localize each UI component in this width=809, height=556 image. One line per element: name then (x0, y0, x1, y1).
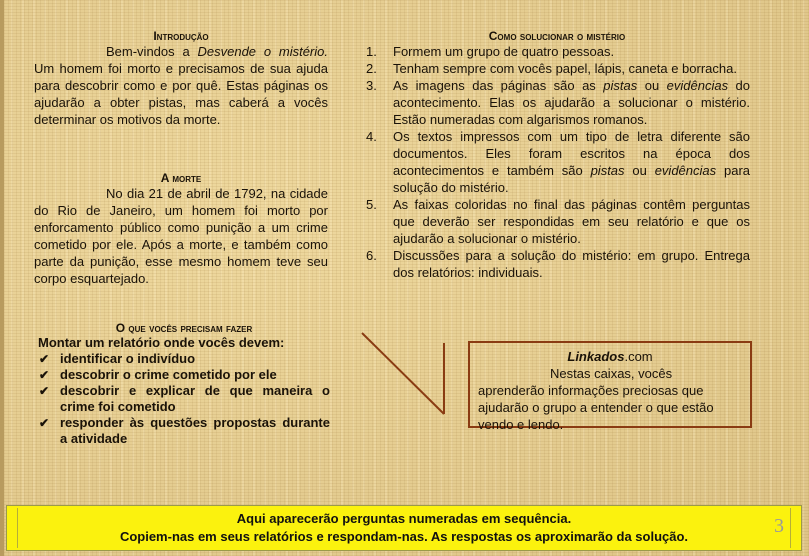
item-text: Os textos impressos com um tipo de letra diferente são documentos. Eles foram escritos na época dos acontecimentos e também são (393, 129, 750, 178)
linkados-callout (468, 341, 752, 432)
item-text: Tenham sempre com vocês papel, lápis, caneta e borracha. (393, 61, 737, 76)
item-text: ou (637, 78, 667, 93)
task-label: descobrir e explicar de que maneira o crime foi cometido (60, 383, 330, 414)
banner-scroll-right (790, 508, 799, 548)
banner-line-2: Copiem-nas em seus relatórios e respondam-nas. As respostas os aproximarão da solução. (119, 529, 689, 544)
banner-line-1: Aqui aparecerão perguntas numeradas em sequência. (236, 511, 572, 526)
callout-text-block (478, 365, 742, 433)
item-text: Discussões para a solução do mistério: em grupo. Entrega dos relatórios: individuais. (393, 248, 750, 280)
callout-text: Nestas caixas, vocês aprenderão informações preciosas que ajudarão o grupo a entender o que estão vendo e lendo. (478, 366, 714, 432)
item-number: 2. (366, 61, 377, 76)
item-text: Formem um grupo de quatro pessoas. (393, 44, 615, 59)
item-emphasis: pistas (603, 78, 638, 93)
item-number: 4. (366, 129, 377, 144)
task-label: descobrir o crime cometido por ele (60, 367, 277, 382)
task-label: identificar o indivíduo (60, 351, 196, 366)
callout-heading (478, 348, 742, 365)
item-emphasis: pistas (590, 163, 625, 178)
questions-banner (6, 505, 802, 551)
morte-title: A morte (160, 171, 202, 185)
item-emphasis: evidências (666, 78, 729, 93)
intro-title: Introdução (153, 29, 209, 43)
item-number: 5. (366, 197, 377, 212)
item-number: 3. (366, 78, 377, 93)
item-number: 1. (366, 44, 377, 59)
item-emphasis: evidências (654, 163, 717, 178)
page-number: 3 (774, 515, 784, 537)
intro-text-title: Desvende o mistério. (197, 44, 328, 59)
banner-scroll-left (9, 508, 18, 548)
intro-text-start: Bem-vindos a (106, 44, 198, 59)
checkmark-icon: ✔ (39, 416, 50, 430)
item-text: As faixas coloridas no final das páginas contêm perguntas que deverão ser respondidas em seu relatório e que os ajudarão a solucionar o mistério. (393, 197, 750, 246)
item-number: 6. (366, 248, 377, 263)
callout-brand: Linkados (567, 349, 625, 364)
intro-text-rest: Um homem foi morto e precisamos de sua ajuda para descobrir como e por quê. Estas páginas os ajudarão a obter pistas, mas caberá a vocês determinar os motivos da morte. (34, 61, 328, 127)
item-text: para solução do mistério. (393, 163, 751, 195)
task-label: responder às questões propostas durante a atividade (60, 415, 330, 446)
item-text: ou (624, 163, 655, 178)
callout-brand-suffix: .com (624, 349, 653, 364)
tasks-title: O que vocês precisam fazer (115, 321, 253, 335)
morte-text: No dia 21 de abril de 1792, na cidade do Rio de Janeiro, um homem foi morto por enforcamento público como punição a um crime cometido por ele. Após a morte, e também como parte da punição, esse mesmo homem teve seu corpo esquartejado. (34, 186, 328, 286)
checkmark-icon: ✔ (39, 384, 50, 398)
pointer-diagonal-line (362, 333, 444, 414)
checkmark-icon: ✔ (39, 368, 50, 382)
howto-title: Como solucionar o mistério (488, 29, 626, 43)
item-text: do acontecimento. Elas os ajudarão a solucionar o mistério. Estão numeradas com algarismos romanos. (393, 78, 751, 127)
checkmark-icon: ✔ (39, 352, 50, 366)
tasks-subtitle: Montar um relatório onde vocês devem: (38, 335, 285, 350)
item-text: As imagens das páginas são as (393, 78, 604, 93)
